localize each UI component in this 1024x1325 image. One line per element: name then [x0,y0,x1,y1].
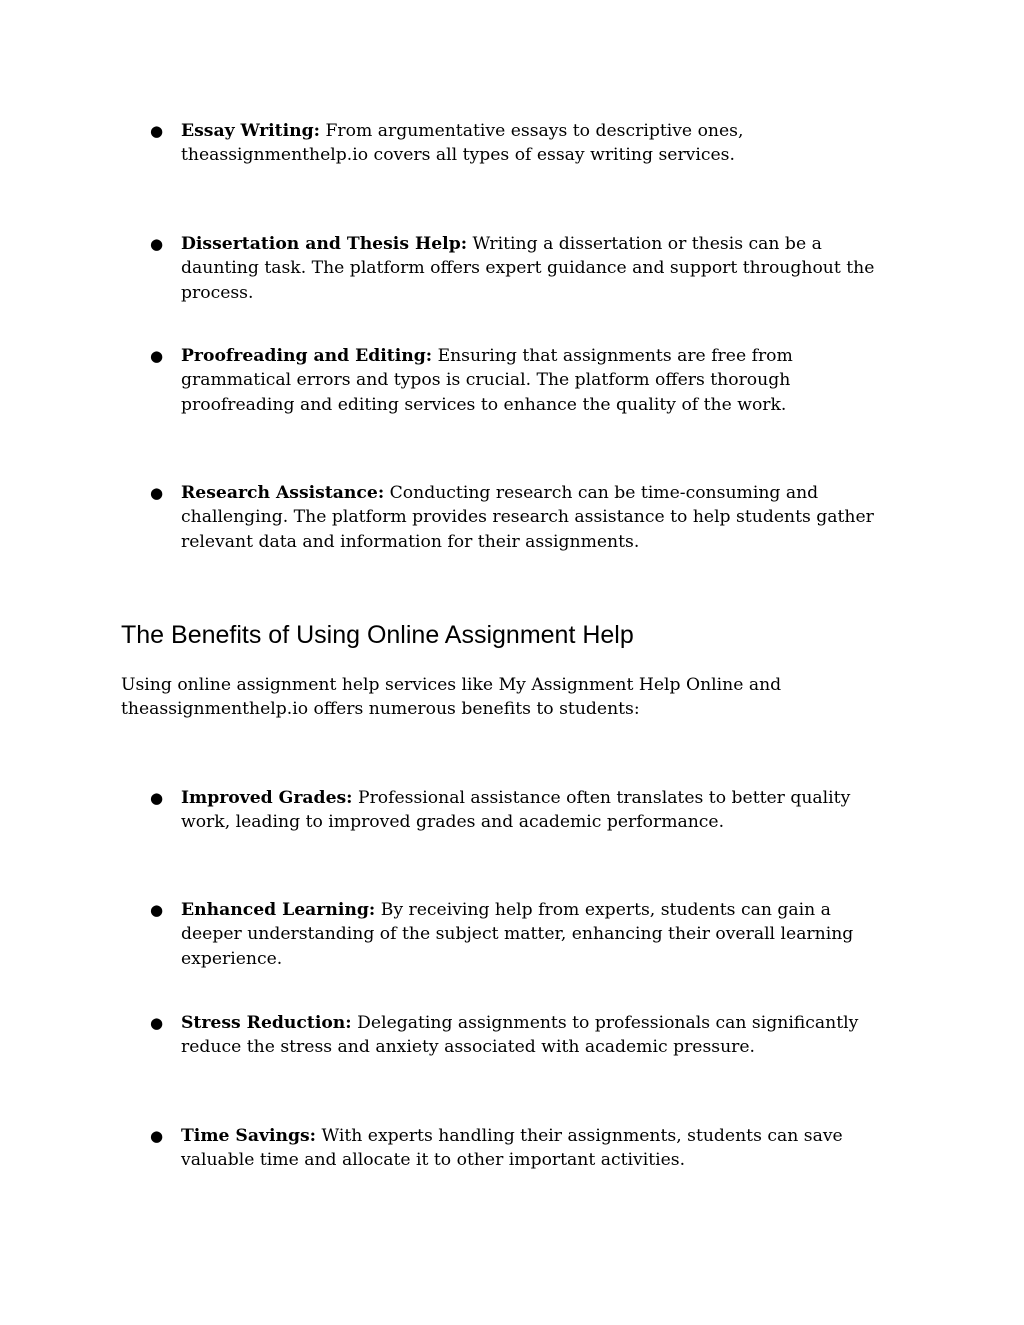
list-item-body: Delegating assignments to professionals can significantly reduce the stress and anxiety associated with academic pressure. [181,1013,859,1058]
list-item-text [181,1124,893,1173]
list-item-title: Essay Writing: [181,121,321,141]
list-item-title: Time Savings: [181,1126,317,1146]
bullet-icon: ● [150,347,164,365]
list-item-body: Ensuring that assignments are free from grammatical errors and typos is crucial. The platform offers thorough proofreading and editing services to enhance the quality of the work. [181,346,793,415]
list-item [150,786,890,835]
list-item-body: Conducting research can be time-consuming and challenging. The platform provides research assistance to help students gather relevant data and information for their assignments. [181,483,874,552]
list-item [150,898,890,971]
bullet-icon: ● [150,1014,164,1032]
list-item-title: Proofreading and Editing: [181,346,433,366]
bullet-icon: ● [150,122,164,140]
bullet-icon: ● [150,1127,164,1145]
list-item-text [181,1011,893,1060]
list-item-title: Dissertation and Thesis Help: [181,234,468,254]
list-item-title: Stress Reduction: [181,1013,352,1033]
bullet-icon: ● [150,235,164,253]
list-item-body: From argumentative essays to descriptive ones, theassignmenthelp.io covers all types of essay writing services. [181,121,744,166]
list-item-title: Enhanced Learning: [181,900,376,920]
list-item [150,1124,890,1173]
list-item-body: Writing a dissertation or thesis can be a daunting task. The platform offers expert guidance and support throughout the process. [181,234,875,303]
list-item [150,119,890,168]
list-item [150,232,890,305]
list-item [150,1011,890,1060]
list-item-text [181,232,893,305]
list-item [150,481,890,554]
list-item-body: With experts handling their assignments, students can save valuable time and allocate it to other important activities. [181,1126,843,1171]
section-intro: Using online assignment help services like My Assignment Help Online and theassignmenthelp.io offers numerous benefits to students: [121,675,782,720]
list-item [150,344,890,417]
list-item-body: Professional assistance often translates to better quality work, leading to improved grades and academic performance. [181,788,851,833]
list-item-body: By receiving help from experts, students can gain a deeper understanding of the subject matter, enhancing their overall learning experience. [181,900,854,969]
list-item-text [181,786,893,835]
bullet-icon: ● [150,484,164,502]
list-item-title: Improved Grades: [181,788,353,808]
bullet-icon: ● [150,901,164,919]
list-item-title: Research Assistance: [181,483,385,503]
list-item-text [181,344,893,417]
list-item-text [181,481,893,554]
list-item-text [181,898,893,971]
section-heading: The Benefits of Using Online Assignment Help [121,621,634,649]
bullet-icon: ● [150,789,164,807]
list-item-text [181,119,893,168]
